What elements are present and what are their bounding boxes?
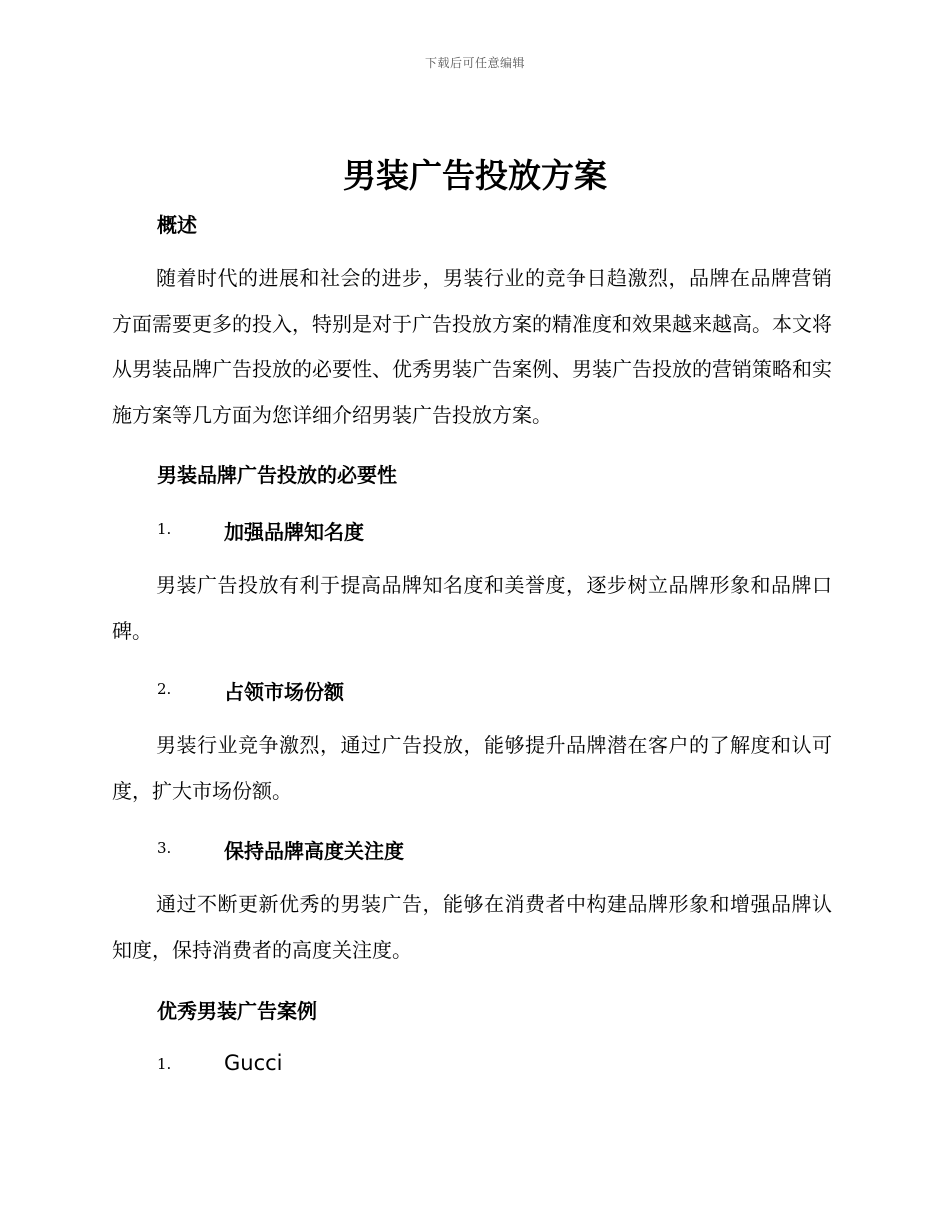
section-heading-necessity: 男装品牌广告投放的必要性 <box>157 463 397 487</box>
overview-paragraph: 随着时代的进展和社会的进步，男装行业的竞争日趋激烈，品牌在品牌营销方面需要更多的投入，特别是对于广告投放方案的精准度和效果越来越高。本文将从男装品牌广告投放的必要性、优秀男装广告案例、男装广告投放的营销策略和实施方案等几方面为您详细介绍男装广告投放方案。 <box>112 266 832 427</box>
document-title: 男装广告投放方案 <box>343 156 607 195</box>
list-item-number: 2. <box>157 680 172 698</box>
section-heading-cases: 优秀男装广告案例 <box>157 999 317 1023</box>
list-item-label: 加强品牌知名度 <box>224 520 364 544</box>
necessity-paragraph-2: 男装行业竞争激烈，通过广告投放，能够提升品牌潜在客户的了解度和认可度，扩大市场份额。 <box>112 733 832 803</box>
list-item-label: 占领市场份额 <box>224 680 344 704</box>
list-item-label: 保持品牌高度关注度 <box>224 839 404 863</box>
necessity-paragraph-3: 通过不断更新优秀的男装广告，能够在消费者中构建品牌形象和增强品牌认知度，保持消费者的高度关注度。 <box>112 892 832 962</box>
list-item-number: 1. <box>157 1055 172 1073</box>
header-note: 下载后可任意编辑 <box>424 56 525 70</box>
list-item-label: Gucci <box>224 1051 283 1075</box>
necessity-paragraph-1: 男装广告投放有利于提高品牌知名度和美誉度，逐步树立品牌形象和品牌口碑。 <box>112 573 832 643</box>
list-item-number: 3. <box>157 839 172 857</box>
list-item-number: 1. <box>157 520 172 538</box>
section-heading-overview: 概述 <box>157 213 197 237</box>
